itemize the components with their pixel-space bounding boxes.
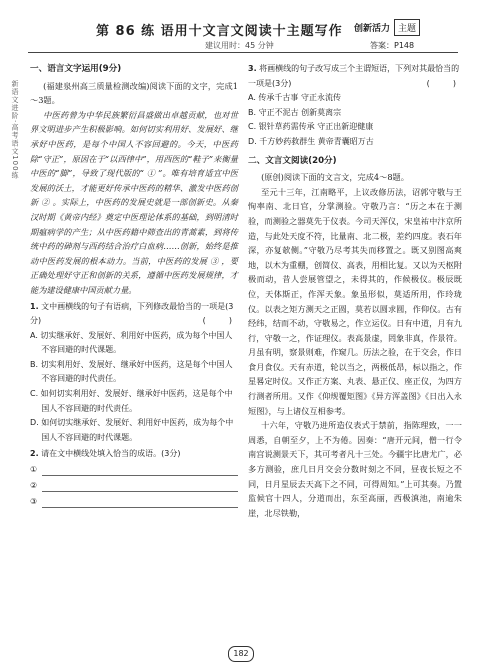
- q1-option-a[interactable]: A. 切实继承好、发展好、利用好中医药，成为每个中国人不容回避的时代课题。: [30, 330, 233, 355]
- question-1-text: 文中画横线的句子有语病，下列修改最恰当的一项是(3分): [30, 301, 234, 326]
- badge-box: 主题: [394, 19, 420, 36]
- question-3-number: 3.: [248, 64, 257, 73]
- header-divider: [28, 52, 458, 53]
- language-passage: 中医药曾为中华民族繁衍昌盛做出卓越贡献，也对世界文明进步产生积极影响。如何切实利用好、发展好、继承好中医药，是每个中国人不容回避的。今天，中医药除“守正”，原因在于“以西律中”，用西医的“鞋子”来衡量中医的“脚”，导致了现代版的“ ① ”。唯有培育适宜中医发展的沃土，才能更好传承中医药的精华、激发中医药创新 ② 。实际上，中医药的发展史就是一部创新史。从秦汉时期《黄帝内经》奠定中医理论体系的基础，到明清时期瘟病学的产生；从中医药籍中筛查出的青蒿素，到将传统中药的砷剂与西药结合治疗白血病……创新，始终是推动中医药发展的根本动力。当前，中医药的发展 ③ ，要正确处理好守正和创新的关系，遵循中医药发展规律，才能为建设健康中国贡献力量。: [30, 109, 238, 295]
- page-title: 第 86 练 语用十文言文阅读十主题写作: [96, 24, 343, 39]
- q3-option-a[interactable]: A. 传承千古事 守正永流传: [248, 93, 341, 103]
- q1-option-b[interactable]: B. 切实利用好、发展好、继承好中医药，这是每个中国人不容回避的时代责任。: [30, 359, 233, 384]
- book-series-label: 新语文进阶·高考语文100练: [11, 80, 19, 180]
- reading-intro: (福建泉州高三质量检测改编)阅读下面的文字，完成1～3题。: [30, 80, 238, 106]
- blank-1-label: ①: [30, 464, 38, 474]
- q1-option-c[interactable]: C. 如何切实利用好、发展好、继承好中医药，这是每个中国人不容回避的时代责任。: [30, 389, 233, 413]
- answer-paren: ( ): [202, 316, 238, 326]
- classical-intro: (原创)阅读下面的文言文，完成4～8题。: [261, 172, 409, 183]
- question-1: [30, 300, 238, 329]
- badge-text: 创新活力: [354, 24, 391, 34]
- q3-option-c[interactable]: C. 银针草药需传承 守正出新迎健康: [248, 122, 374, 132]
- category-badge: [354, 19, 420, 36]
- q3-option-d[interactable]: D. 千方妙药救群生 黄帝青囊昭万古: [248, 136, 374, 146]
- answer-blank-1[interactable]: [30, 462, 238, 478]
- question-3-text: 将画横线的句子改写成三个主谓短语，下列对其最恰当的一项是(3分): [248, 64, 460, 88]
- answer-blank-2[interactable]: [30, 478, 238, 494]
- question-2: [30, 447, 238, 462]
- q1-option-d[interactable]: D. 如何切实继承好、发展好、利用好中医药，成为每个中国人不容回避的时代课题。: [30, 418, 234, 442]
- right-column: [248, 62, 462, 520]
- answer-reference: 答案：P148: [370, 41, 415, 50]
- blank-2-label: ②: [30, 480, 38, 490]
- question-2-number: 2.: [30, 449, 39, 459]
- answer-paren: ( ): [426, 78, 462, 88]
- q3-option-b[interactable]: B. 守正不泥古 创新莫离宗: [248, 107, 342, 117]
- classical-passage-p2: 十六年，守敬乃进所造仪表式于禁前，指陈理致，一一周悉，自朝至夕，上不为倦。因奏：“唐开元间，僧一行令南宫说测景天下，其可考者凡十三处。今疆宇比唐尤广，必多方测验，庶几日月交会分数时刻之不同，昼夜长短之不同，日月星辰去天高下之不同，可得周知。”上可其奏。乃置监候官十四人，分道而出，东至高丽，西极滇池，南逾朱崖，北尽铁勒，: [248, 420, 462, 518]
- answer-blank-3[interactable]: [30, 494, 238, 510]
- section-classical-title: 二、文言文阅读(20分): [248, 155, 337, 166]
- question-1-number: 1.: [30, 301, 39, 311]
- section-language-title: 一、语言文字运用(9分): [30, 64, 122, 74]
- left-column: [30, 62, 238, 510]
- time-advice: 建议用时：45 分钟: [205, 41, 274, 50]
- classical-passage-p1: 至元十三年，江南略平，上议改修历法，诏郭守敬与王恂率南、北日官，分掌测验。守敬乃言：“历之本在于测验，而测验之器莫先于仪表。今司天浑仪，宋皇祐中汴京所造，与此处天度不符，比量南、北二极，差约四度。表石年深，亦复欹侧。”守敬乃尽考其失而移置之。既又别图高爽地，以木为重棚，创简仪、高表，用相比复。又以为天枢附极而动，昔人尝展管望之，未得其的，作候极仪。极辰既位，天体斯正，作浑天象。象虽形似，莫适所用，作玲珑仪。以表之矩方测天之正圆，莫若以圆求圆，作仰仪。古有经纬，结而不动，守敬易之，作立运仪。日有中道，月有九行，守敬一之，作证理仪。表高景虚，罔象非真，作景符。月虽有明，察景则难，作窥几。历法之验，在于交会，作日食月食仪。天有赤道，轮以当之，两极低昂，标以指之，作星晷定时仪。又作正方案、丸表、悬正仪、座正仪，为四方行测者所用。又作《仰规覆矩图》《异方浑盖图》《日出入永短图》，与上诸仪互相参考。: [248, 186, 462, 416]
- blank-3-label: ③: [30, 496, 38, 506]
- page-number: 182: [228, 646, 254, 662]
- question-2-text: 请在文中横线处填入恰当的成语。(3分): [41, 449, 181, 459]
- question-3: [248, 62, 462, 91]
